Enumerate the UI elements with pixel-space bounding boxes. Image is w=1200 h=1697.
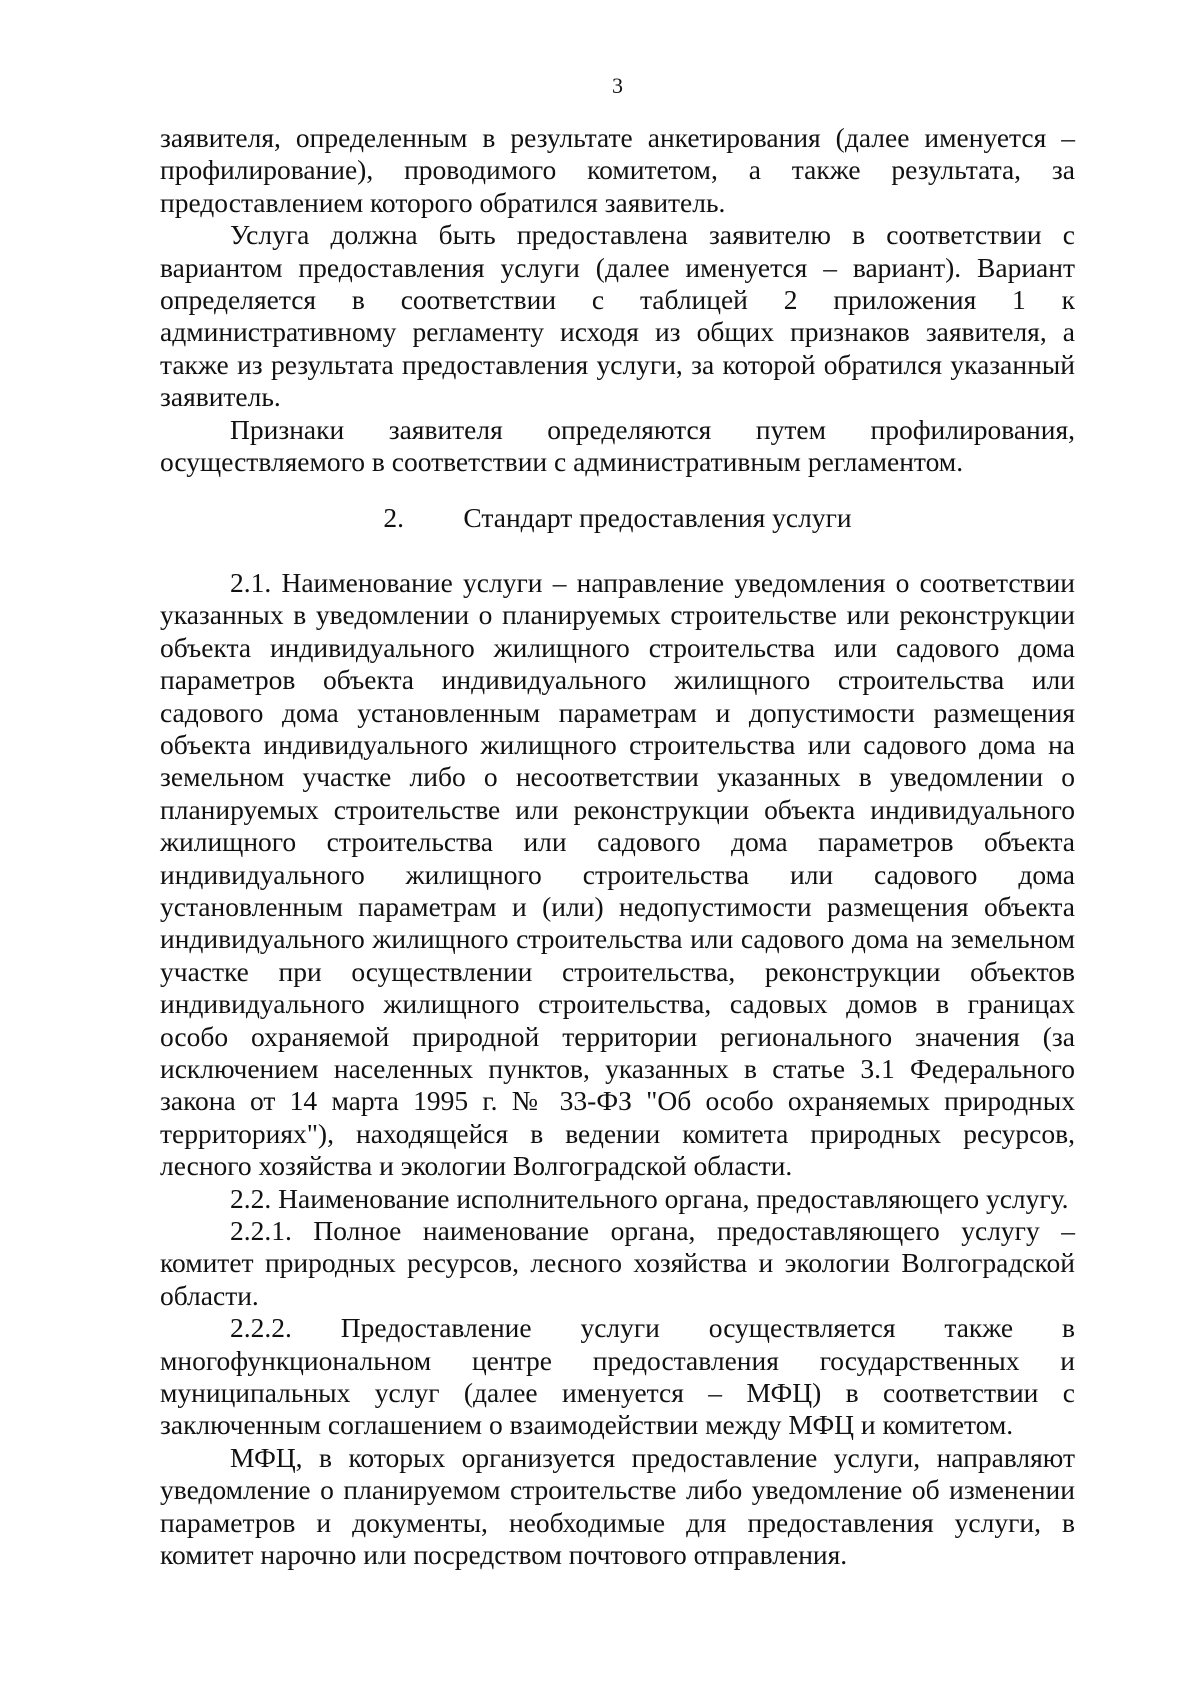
paragraph-applicant-profiling: заявителя, определенным в результате анкетирования (далее именуется – профилирование), проводимого комитетом, а также результата, за предоставлением которого обратился заявитель. (160, 122, 1075, 218)
document-page (160, 0, 1075, 1697)
clause-2-2-2: 2.2.2. Предоставление услуги осуществляется также в многофункциональном центре предоставления государственных и муниципальных услуг (далее именуется – МФЦ) в соответствии с заключенным соглашением о взаимодействии между МФЦ и комитетом. (160, 1312, 1075, 1441)
section-heading (160, 502, 1075, 534)
clause-2-2: 2.2. Наименование исполнительного органа, предоставляющего услугу. (230, 1182, 1069, 1214)
paragraph-service-variant: Услуга должна быть предоставлена заявителю в соответствии с вариантом предоставления услуги (далее именуется – вариант). Вариант определяется в соответствии с таблицей 2 приложения 1 к административному регламенту исходя из общих признаков заявителя, а также из результата предоставления услуги, за которой обратился указанный заявитель. (160, 219, 1075, 413)
paragraph-applicant-attributes: Признаки заявителя определяются путем профилирования, осуществляемого в соответствии с административным регламентом. (160, 413, 1075, 478)
clause-2-2-1: 2.2.1. Полное наименование органа, предоставляющего услугу – комитет природных ресурсов, лесного хозяйства и экологии Волгоградской области. (160, 1215, 1075, 1311)
document-body (160, 122, 1075, 1571)
section-number: 2. (383, 502, 405, 534)
page-number: 3 (612, 73, 623, 98)
clause-2-1: 2.1. Наименование услуги – направление уведомления о соответствии указанных в уведомлении о планируемых строительстве или реконструкции объекта индивидуального жилищного строительства или садового дома параметров объекта индивидуального жилищного строительства или садового дома установленным параметрам и допустимости размещения объекта индивидуального жилищного строительства или садового дома на земельном участке либо о несоответствии указанных в уведомлении о планируемых строительстве или реконструкции объекта индивидуального жилищного строительства или садового дома параметров объекта индивидуального жилищного строительства или садового дома установленным параметрам и (или) недопустимости размещения объекта индивидуального жилищного строительства или садового дома на земельном участке при осуществлении строительства, реконструкции объектов индивидуального жилищного строительства, садовых домов в границах особо охраняемой природной территории регионального значения (за исключением населенных пунктов, указанных в статье 3.1 Федерального закона от 14 марта 1995 г. № 33-ФЗ "Об особо охраняемых природных территориях"), находящейся в ведении комитета природных ресурсов, лесного хозяйства и экологии Волгоградской области. (160, 566, 1075, 1182)
paragraph-mfc: МФЦ, в которых организуется предоставление услуги, направляют уведомление о планируемом строительстве либо уведомление об изменении параметров и документы, необходимые для предоставления услуги, в комитет нарочно или посредством почтового отправления. (160, 1441, 1075, 1571)
section-title: Стандарт предоставления услуги (463, 502, 852, 534)
